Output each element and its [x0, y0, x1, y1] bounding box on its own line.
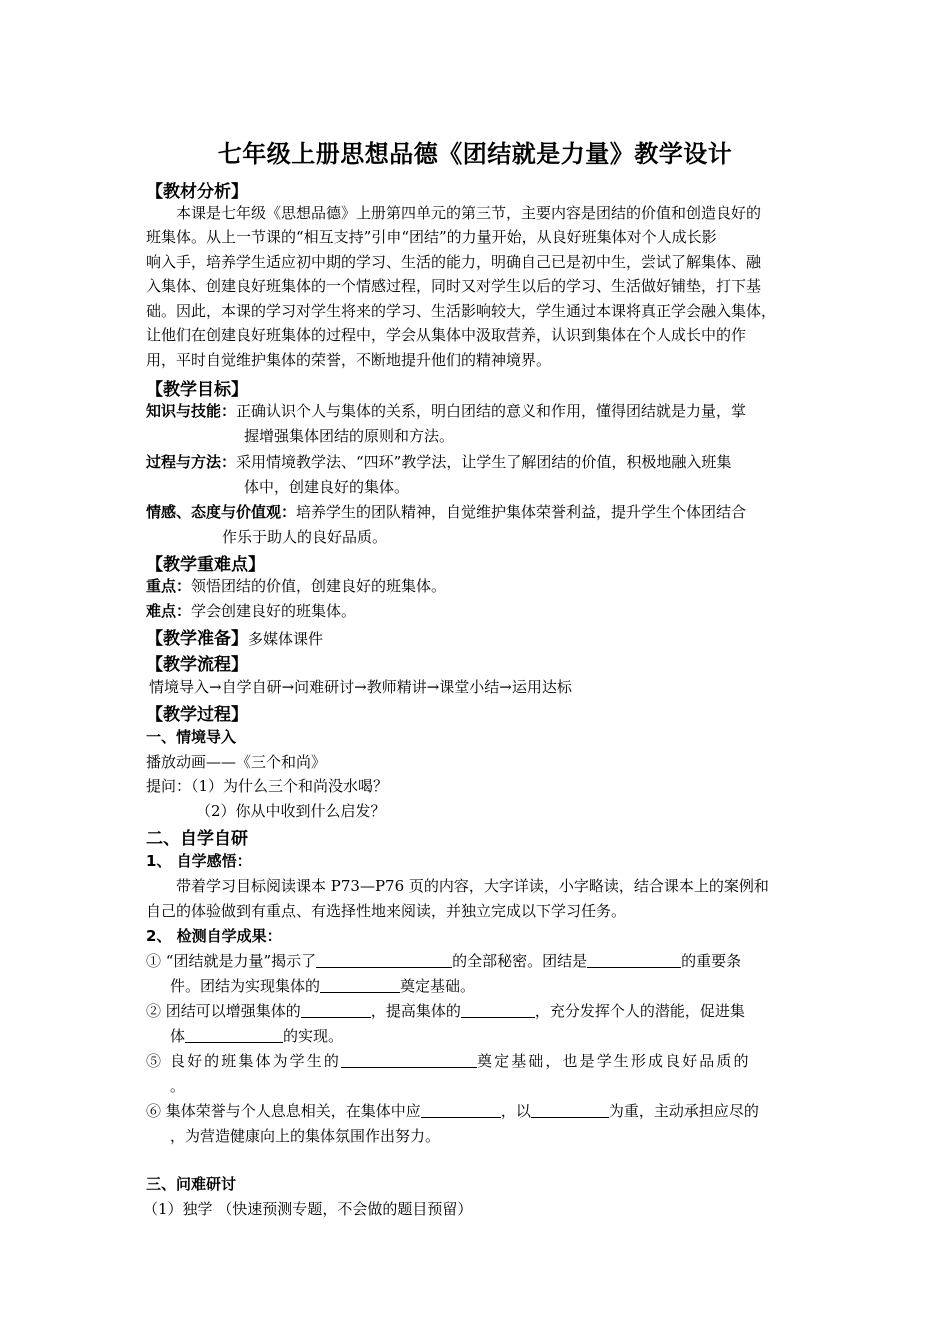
- goal-emotion: [146, 501, 746, 522]
- paragraph-line: 本课是七年级《思想品德》上册第四单元的第三节，主要内容是团结的价值和创造良好的: [176, 204, 762, 222]
- blank-line[interactable]: [341, 1052, 477, 1068]
- heading-material-analysis: 【教材分析】: [146, 182, 248, 202]
- item-text: 团结可以增强集体的: [165, 1002, 301, 1020]
- preparation-text: 多媒体课件: [248, 630, 324, 648]
- fill-blank-item-3-cont: 。: [170, 1077, 186, 1095]
- goal-label: 知识与技能：: [146, 402, 237, 420]
- blank-line[interactable]: [587, 952, 681, 968]
- solo-study-line: （1）独学 （快速预测专题，不会做的题目预留）: [143, 1200, 473, 1218]
- item-marker: ⑤: [146, 1052, 164, 1070]
- part-two-heading: 二、自学自研: [146, 829, 248, 849]
- paragraph-line: 班集体。从上一节课的“相互支持”引申“团结”的力量开始，从良好班集体对个人成长影: [146, 228, 717, 246]
- blank-line[interactable]: [301, 1002, 371, 1018]
- item-text: 奠定基础，也是学生形成良好品质的: [477, 1052, 751, 1070]
- heading-key-points: 【教学重难点】: [146, 555, 265, 575]
- heading-teaching-process: 【教学过程】: [146, 705, 248, 725]
- goal-text: 正确认识个人与集体的关系，明白团结的意义和作用，懂得团结就是力量，掌: [236, 402, 747, 420]
- item-text: 集体荣誉与个人息息相关，在集体中应: [165, 1102, 421, 1120]
- reading-line: 自己的体验做到有重点、有选择性地来阅读，并独立完成以下学习任务。: [146, 902, 627, 920]
- paragraph-line: 用，平时自觉维护集体的荣誉，不断地提升他们的精神境界。: [146, 351, 552, 369]
- goal-text-cont: 体中，创建良好的集体。: [244, 478, 410, 496]
- item-text: 的重要条: [681, 952, 742, 970]
- item-text: 的实现。: [283, 1027, 344, 1045]
- heading-preparation: 【教学准备】: [146, 629, 248, 649]
- play-animation: 播放动画——《三个和尚》: [146, 753, 327, 771]
- ask-label: 提问：: [146, 777, 192, 795]
- teaching-preparation: [146, 624, 323, 649]
- fill-blank-item-4: [146, 1100, 759, 1121]
- item-text: 的全部秘密。团结是: [452, 952, 588, 970]
- goal-text-cont: 作乐于助人的良好品质。: [222, 528, 388, 546]
- goal-process: [146, 451, 731, 472]
- heading-teaching-goals: 【教学目标】: [146, 380, 248, 400]
- item-text: 奠定基础。: [400, 977, 476, 995]
- item-text: 良好的班集体为学生的: [169, 1052, 341, 1070]
- paragraph-line: 础。因此，本课的学习对学生将来的学习、生活影响较大，学生通过本课将真正学会融入集体，: [146, 302, 777, 320]
- document-title: 七年级上册思想品德《团结就是力量》教学设计: [217, 140, 733, 168]
- goal-label: 过程与方法：: [146, 453, 237, 471]
- part-one-heading: 一、情境导入: [146, 728, 237, 746]
- blank-line[interactable]: [320, 977, 400, 993]
- blank-line[interactable]: [185, 1027, 283, 1043]
- question-one: [146, 775, 388, 796]
- goal-text: 采用情境教学法、“四环”教学法，让学生了解团结的价值，积极地融入班集: [236, 453, 732, 471]
- blank-line[interactable]: [461, 1002, 535, 1018]
- key-point: [146, 575, 446, 596]
- difficult-point-label: 难点：: [146, 602, 192, 620]
- difficult-point: [146, 600, 356, 621]
- item-text: 体: [170, 1027, 186, 1045]
- item-text: 件。团结为实现集体的: [170, 977, 321, 995]
- fill-blank-item-4-cont: ，为营造健康向上的集体氛围作出努力。: [170, 1127, 441, 1145]
- heading-teaching-flow: 【教学流程】: [146, 655, 248, 675]
- paragraph-line: 让他们在创建良好班集体的过程中，学会从集体中汲取营养，认识到集体在个人成长中的作: [146, 326, 747, 344]
- key-point-text: 领悟团结的价值，创建良好的班集体。: [191, 577, 447, 595]
- part-three-heading: 三、问难研讨: [146, 1175, 237, 1193]
- key-point-label: 重点：: [146, 577, 192, 595]
- item-text: ，提高集体的: [370, 1002, 461, 1020]
- item-text: ，充分发挥个人的潜能，促进集: [534, 1002, 745, 1020]
- blank-line[interactable]: [531, 1102, 609, 1118]
- fill-blank-item-2-cont: [170, 1025, 343, 1046]
- fill-blank-item-3: [146, 1050, 751, 1071]
- goal-label: 情感、态度与价值观：: [146, 503, 297, 521]
- fill-blank-item-1: [146, 950, 741, 971]
- fill-blank-item-2: [146, 1000, 745, 1021]
- goal-knowledge: [146, 400, 746, 421]
- reading-line: 带着学习目标阅读课本 P73—P76 页的内容，大字详读，小字略读，结合课本上的案例和: [176, 877, 769, 895]
- question-text: （1）为什么三个和尚没水喝？: [191, 777, 389, 795]
- blank-line[interactable]: [316, 952, 452, 968]
- difficult-point-text: 学会创建良好的班集体。: [191, 602, 357, 620]
- item-marker: ①: [146, 952, 162, 970]
- question-two: （2）你从中收到什么启发？: [196, 802, 386, 820]
- goal-text: 培养学生的团队精神，自觉维护集体荣誉利益，提升学生个体团结合: [296, 503, 747, 521]
- item-text: ，以: [500, 1102, 531, 1120]
- goal-text-cont: 握增强集体团结的原则和方法。: [244, 427, 455, 445]
- fill-blank-item-1-cont: [170, 975, 475, 996]
- sub-heading-self-study: 1、 自学感悟：: [146, 852, 252, 870]
- item-marker: ⑥: [146, 1102, 162, 1120]
- paragraph-line: 入集体、创建良好班集体的一个情感过程，同时又对学生以后的学习、生活做好铺垫，打下基: [146, 277, 762, 295]
- blank-line[interactable]: [421, 1102, 501, 1118]
- item-marker: ②: [146, 1002, 162, 1020]
- item-text: 为重，主动承担应尽的: [608, 1102, 759, 1120]
- paragraph-line: 响入手，培养学生适应初中期的学习、生活的能力，明确自己已是初中生，尝试了解集体、融: [146, 253, 762, 271]
- sub-heading-self-check: 2、 检测自学成果：: [146, 927, 282, 945]
- flow-text: 情境导入→自学自研→问难研讨→教师精讲→课堂小结→运用达标: [149, 678, 572, 696]
- item-text: “团结就是力量”揭示了: [165, 952, 317, 970]
